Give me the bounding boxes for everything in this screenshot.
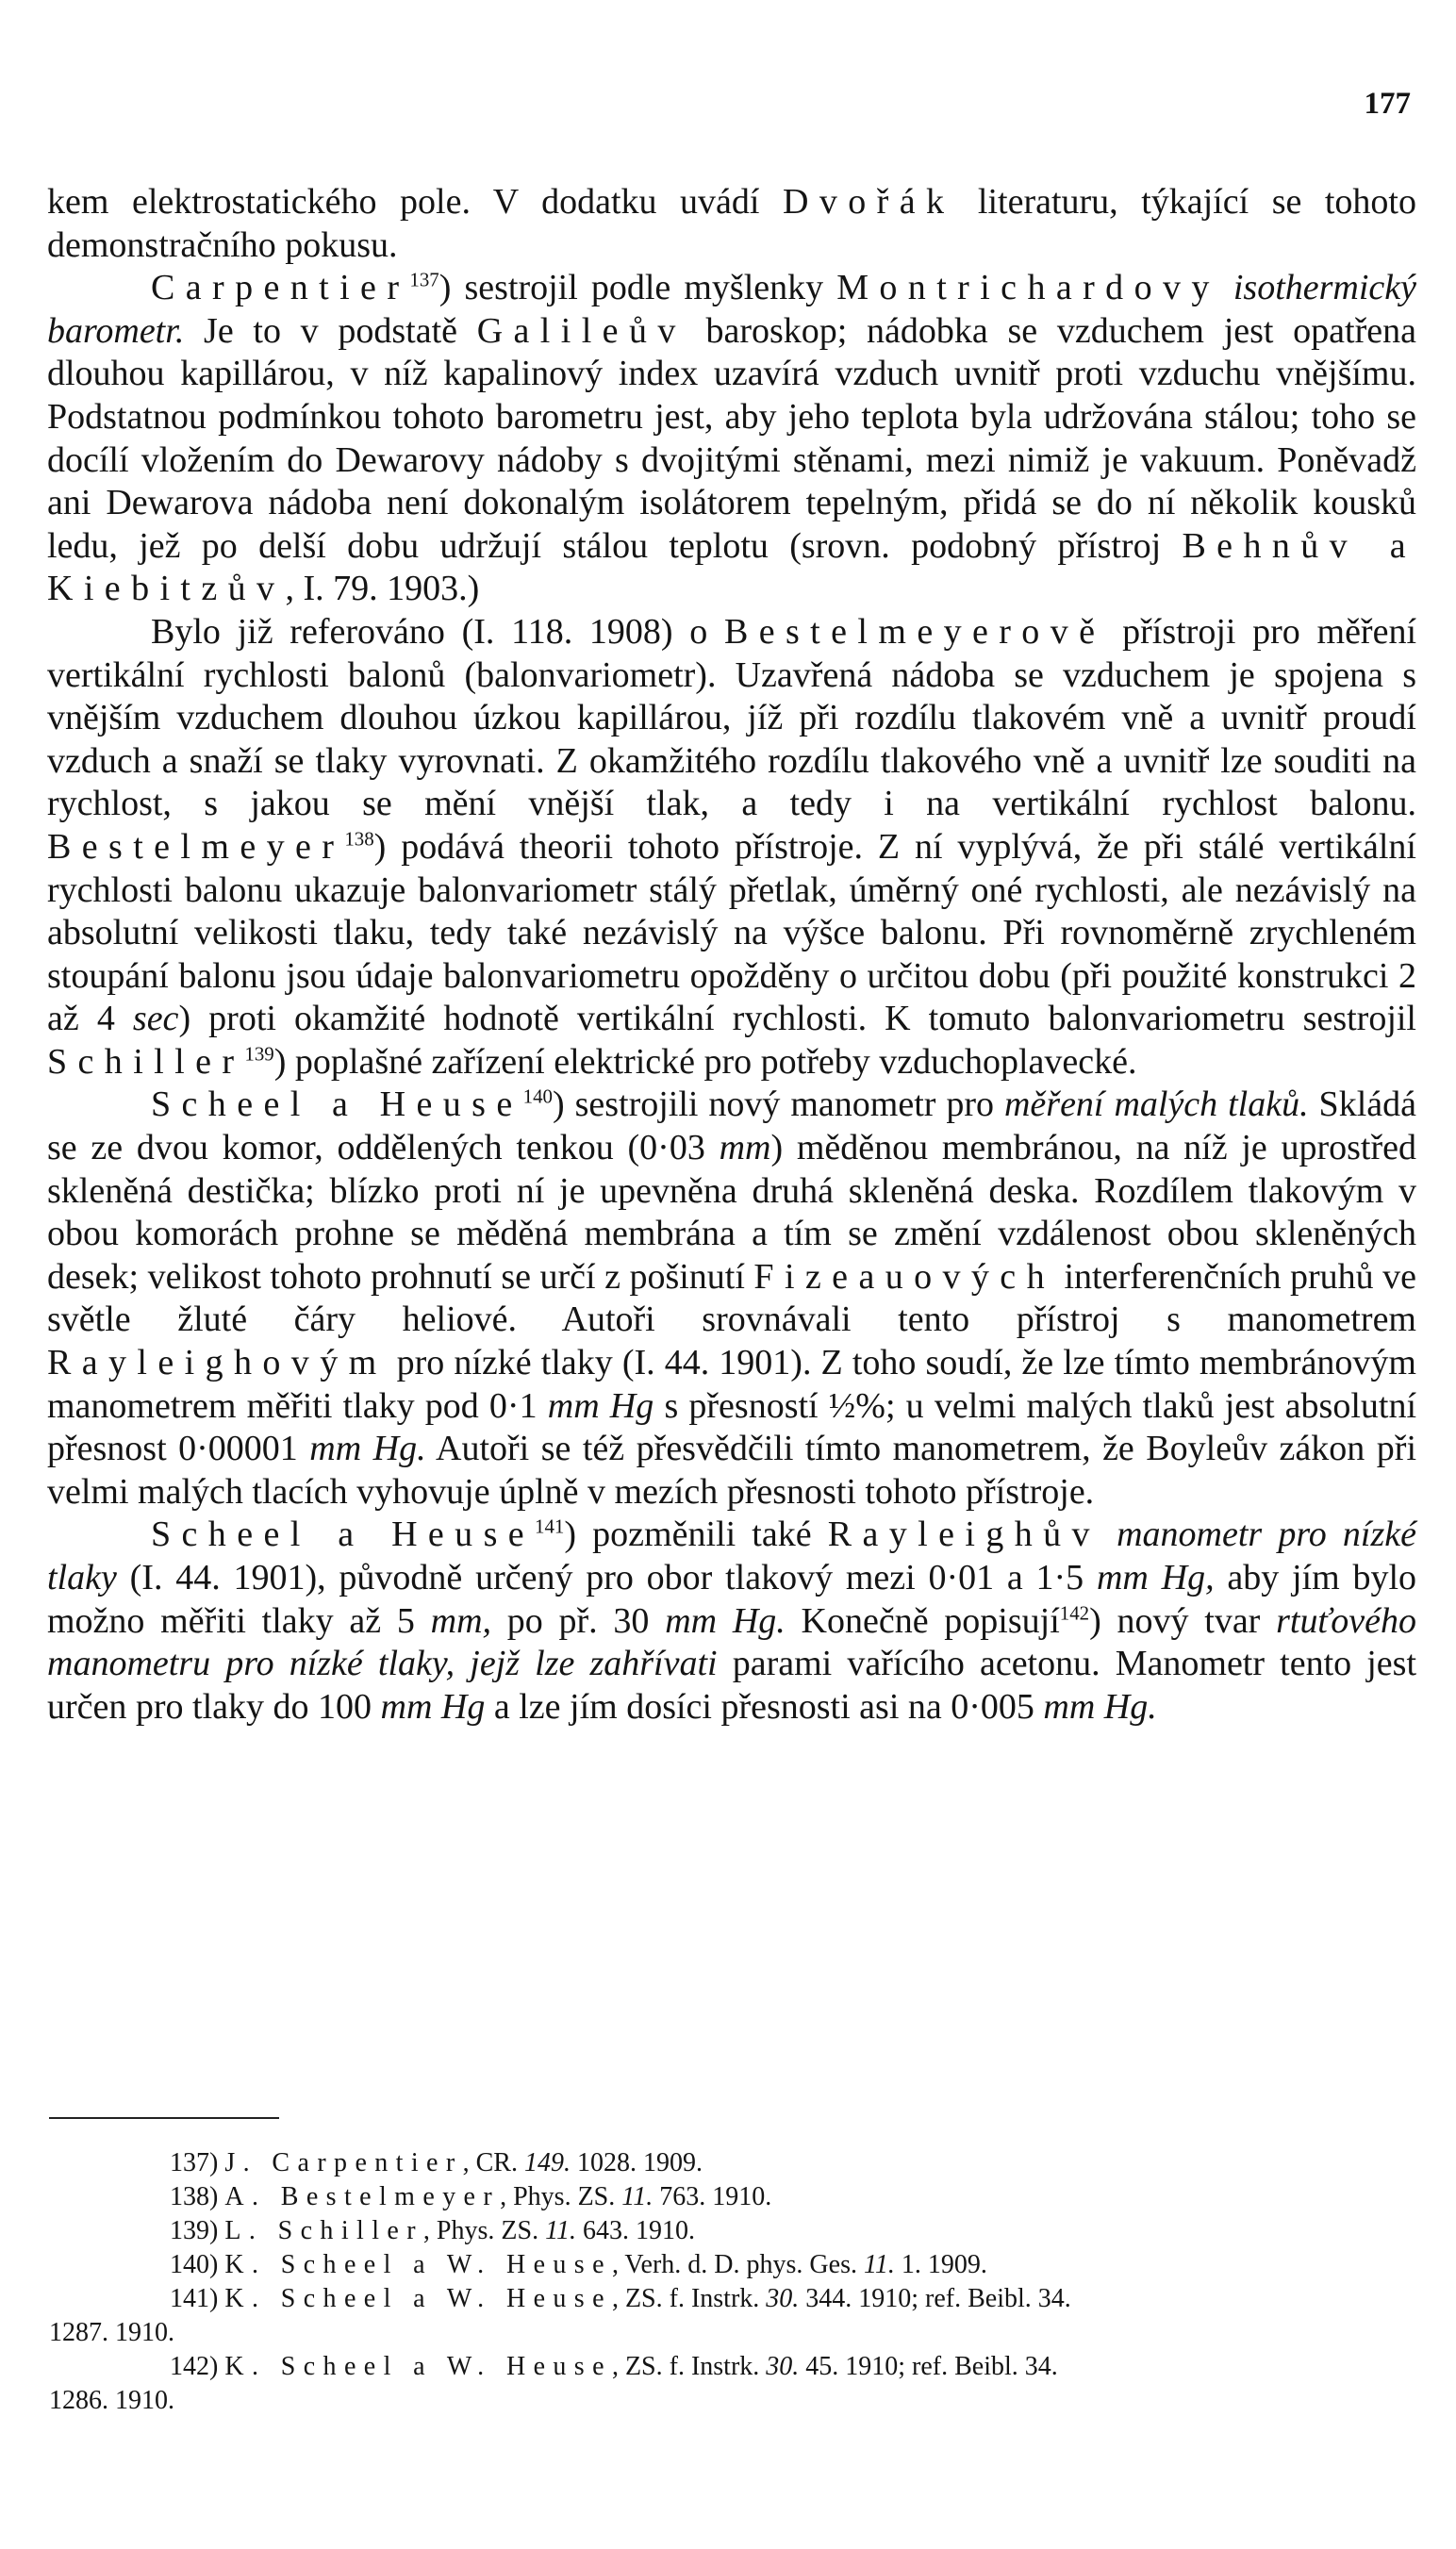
paragraph-1 <box>47 181 1416 267</box>
footnote-text: 344. 1910; ref. Beibl. 34. <box>799 2284 1071 2313</box>
text-run: interferenčních pruhů ve světle žluté čáry heliové. Autoři srovnávali tento přístroj s manometrem <box>47 1256 1416 1340</box>
footnote-text: , CR. <box>462 2148 524 2177</box>
text-run: aby jím bylo možno měřiti tlaky až 5 <box>47 1558 1416 1641</box>
footnote-ref: 137 <box>409 268 439 291</box>
footnote-volume: 11. <box>545 2216 576 2245</box>
footnote-138 <box>49 2180 1416 2214</box>
footnote-mark: 138) <box>170 2182 219 2211</box>
footnote-continuation: 1287. 1910. <box>49 2318 174 2347</box>
text-run: Autoři se též přesvědčili tímto manometrem, že Boyleův zákon při velmi malých tlacích vyhovuje úplně v mezích přesnosti tohoto přístroje. <box>47 1429 1416 1512</box>
italic-term: sec <box>132 999 179 1039</box>
footnote-mark: 142) <box>170 2352 219 2381</box>
footnote-mark: 139) <box>170 2216 219 2245</box>
footnote-text: 643. 1910. <box>576 2216 695 2245</box>
author-name: Scheel a Heuse <box>151 1084 523 1125</box>
text-run: přístroji pro měření vertikální rychlosti balonů (balonvariometr). Uzavřená nádoba se vzduchem je spojena s vnějším vzduchem dlouhou úzkou kapillárou, jíž při rozdílu tlakovém vně a uvnitř proudí vzduch a snaží se tlaky vyrovnati. Z okamžitého rozdílu tlakového vně a uvnitř lze souditi na rychlost, s jakou se mění vnější tlak, a tedy i na vertikální rychlost balonu. <box>47 611 1417 824</box>
text-run: ) nový tvar <box>1089 1600 1277 1641</box>
footnote-mark: 141) <box>170 2284 219 2313</box>
footnote-volume: 30. <box>766 2352 800 2381</box>
text-run: , I. 79. 1903.) <box>285 569 480 609</box>
footnote-ref: 139 <box>244 1042 274 1066</box>
italic-term: rtuťového manometru pro nízké tlaky, jejž lze zahřívati <box>47 1600 1416 1684</box>
text-run: s přesností ½%; u velmi malých tlaků jest absolutní přesnost 0·00001 <box>47 1385 1417 1469</box>
author-name: Schiller <box>47 1041 245 1082</box>
text-run: po př. 30 <box>491 1600 666 1641</box>
footnote-text: 1. 1909. <box>894 2250 987 2279</box>
italic-term: isothermický barometr. <box>47 268 1416 351</box>
text-run: Je to v podstatě <box>184 310 477 351</box>
italic-term: měření malých tlaků. <box>1003 1084 1309 1125</box>
text-run: parami vařícího acetonu. Manometr tento jest určen pro tlaky do 100 <box>47 1644 1417 1727</box>
text-run: baroskop; nádobka se vzduchem jest opatřena dlouhou kapillárou, v níž kapalinový index uzavírá vzduch uvnitř proti vzduchu vnějšímu. Podstatnou podmínkou tohoto barometru jest, aby jeho teplota byla udržována stálou; toho se docílí vložením do Dewarovy nádoby s dvojitými stěnami, mezi nimiž je vakuum. Poněvadž ani Dewarova nádoba není dokonalým isolátorem tepelným, přidá se do ní několik kousků ledu, jež po delší dobu udržují stálou teplotu (srovn. podobný přístroj <box>47 310 1416 566</box>
footnote-divider <box>49 2117 279 2119</box>
footnote-mark: 137) <box>170 2148 219 2177</box>
paragraph-4 <box>47 1084 1416 1514</box>
footnote-text: , ZS. f. Instrk. <box>611 2352 767 2381</box>
italic-term: mm Hg <box>380 1686 486 1727</box>
text-run: a lze jím dosíci přesnosti asi na 0·005 <box>485 1686 1044 1727</box>
footnote-continuation: 1286. 1910. <box>49 2386 174 2415</box>
text-run: kem elektrostatického pole. V dodatku uvádí <box>47 182 783 222</box>
author-name: Scheel a Heuse <box>151 1515 536 1555</box>
page-number: 177 <box>1364 87 1411 121</box>
text-run: ) sestrojil podle myšlenky <box>438 268 837 308</box>
author-name: Galileův <box>476 310 687 351</box>
text-run: Bylo již referováno (I. 118. 1908) o <box>151 611 724 652</box>
footnote-text: , Phys. ZS. <box>500 2182 622 2211</box>
text-run: Konečně popisují <box>785 1600 1060 1641</box>
text-run: ) poplašné zařízení elektrické pro potřeby vzduchoplavecké. <box>273 1041 1137 1082</box>
author-name: Behnův a Kiebitzův <box>47 525 1417 609</box>
text-run: (I. 44. 1901), původně určený pro obor tlakový mezi 0·01 a 1·5 <box>116 1558 1097 1597</box>
footnote-author: K. Scheel a W. Heuse <box>224 2250 612 2279</box>
footnote-author: A. Bestelmeyer <box>224 2182 501 2211</box>
footnote-ref: 140 <box>522 1084 553 1108</box>
footnote-volume: 11. <box>621 2182 654 2211</box>
author-name: Carpentier <box>151 268 410 308</box>
footnote-ref: 142 <box>1059 1600 1090 1624</box>
footnote-text: 1028. 1909. <box>570 2148 703 2177</box>
footnote-text: 763. 1910. <box>653 2182 772 2211</box>
footnote-text: , Verh. d. D. phys. Ges. <box>611 2250 864 2279</box>
footnote-142 <box>49 2350 1416 2418</box>
text-run: literaturu, týkající se tohoto demonstračního pokusu. <box>47 182 1416 265</box>
footnote-volume: 149. <box>523 2148 571 2177</box>
italic-term: mm Hg <box>547 1385 654 1426</box>
italic-term: mm Hg. <box>309 1429 426 1469</box>
footnote-140 <box>49 2248 1416 2282</box>
author-name: Fizeauových <box>753 1256 1055 1297</box>
footnote-volume: 30. <box>766 2284 800 2313</box>
paragraph-5 <box>47 1514 1416 1729</box>
footnote-141 <box>49 2282 1416 2350</box>
footnote-text: , ZS. f. Instrk. <box>611 2284 767 2313</box>
italic-term: manometr pro nízké tlaky <box>47 1515 1416 1597</box>
text-run: ) sestrojili nový manometr pro <box>552 1084 1004 1125</box>
footnote-ref: 141 <box>535 1515 565 1538</box>
footnote-author: L. Schiller <box>224 2216 423 2245</box>
text-run: ) měděnou membránou, na níž je uprostřed skleněná destička; blízko proti ní je upevněna druhá skleněná deska. Rozdílem tlakovým v obou komorách prohne se měděná membrána a tím se změní vzdálenost obou skleněných desek; velikost tohoto prohnutí se určí z pošinutí <box>47 1128 1416 1297</box>
author-name: Bestelmeyerově <box>723 611 1106 652</box>
text-run <box>1100 1515 1117 1554</box>
footnote-volume: 11. <box>863 2250 895 2279</box>
italic-term: mm <box>719 1128 771 1168</box>
footnote-ref: 138 <box>344 827 374 851</box>
footnote-139 <box>49 2214 1416 2248</box>
text-run: ) proti okamžité hodnotě vertikální rychlosti. K tomuto balonvariometru sestrojil <box>178 999 1416 1039</box>
footnote-137 <box>49 2146 1416 2180</box>
paragraph-2 <box>47 267 1416 611</box>
author-name: Bestelmeyer <box>47 826 345 867</box>
footnote-text: 45. 1910; ref. Beibl. 34. <box>799 2352 1058 2381</box>
author-name: Montrichardovy <box>836 268 1220 308</box>
italic-term: mm Hg, <box>1096 1558 1215 1597</box>
author-name: Rayleighův <box>827 1515 1100 1555</box>
footnote-author: J. Carpentier <box>224 2148 463 2177</box>
paragraph-3 <box>47 611 1416 1084</box>
author-name: Dvořák <box>783 182 955 222</box>
author-name: Rayleighovým <box>47 1343 388 1383</box>
footnote-author: K. Scheel a W. Heuse <box>224 2284 612 2313</box>
italic-term: mm Hg. <box>1043 1686 1157 1727</box>
footnote-author: K. Scheel a W. Heuse <box>224 2352 612 2381</box>
body-text <box>47 181 1416 1729</box>
footnote-text: , Phys. ZS. <box>422 2216 546 2245</box>
italic-term: mm Hg. <box>665 1600 786 1641</box>
text-run: Skládá se ze dvou komor, oddělených tenkou (0·03 <box>47 1084 1416 1168</box>
text-run: ) podává theorii tohoto přístroje. Z ní vyplývá, že při stálé vertikální rychlosti balonu ukazuje balonvariometr stálý přetlak, úměrný oné rychlosti, ale nezávislý na absolutní velikosti tlaku, tedy také nezávislý na výšce balonu. Při rovnoměrně zrychleném stoupání balonu jsou údaje balonvariometru opožděny o určitou dobu (při použité konstrukci 2 až 4 <box>47 826 1416 1039</box>
footnote-mark: 140) <box>170 2250 219 2279</box>
text-run: ) pozměnili také <box>564 1515 828 1555</box>
italic-term: mm, <box>430 1600 492 1641</box>
footnotes <box>49 2146 1416 2418</box>
text-run: pro nízké tlaky (I. 44. 1901). Z toho soudí, že lze tímto membránovým manometrem měřiti tlaky pod 0·1 <box>47 1343 1416 1426</box>
